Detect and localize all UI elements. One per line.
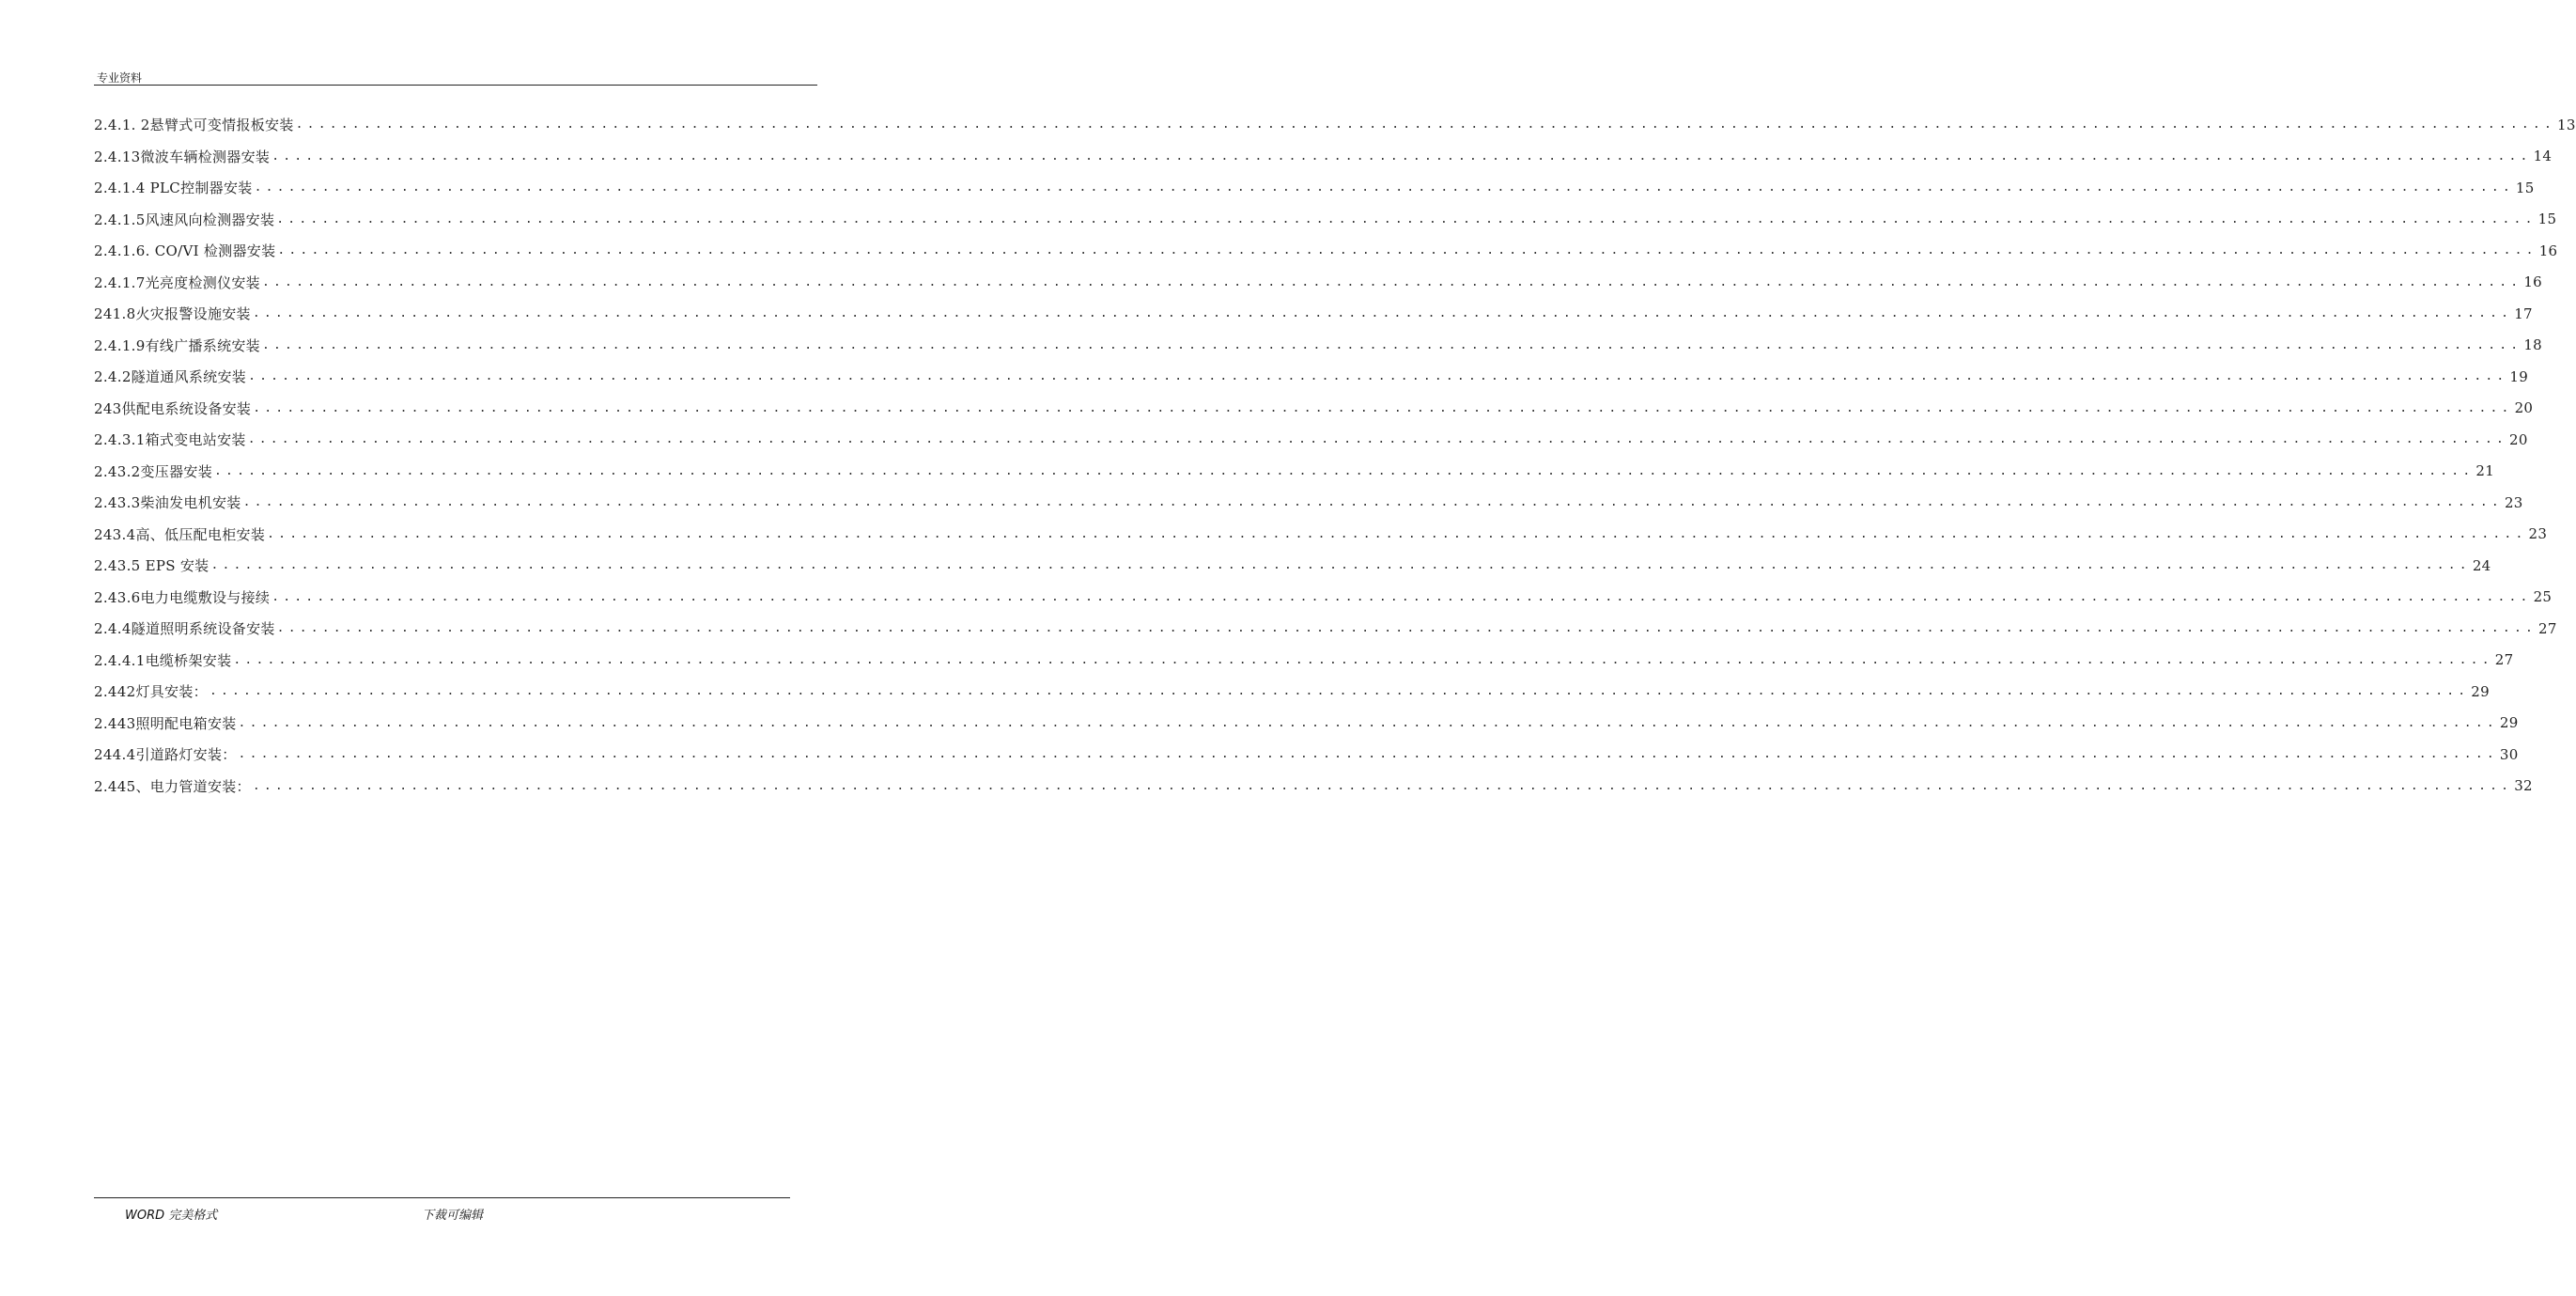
toc-entry[interactable] [94, 676, 2490, 708]
toc-entry-page-number: 13 [2557, 116, 2576, 133]
toc-dot-leader: ........................................................................................................................................................................................................ [267, 526, 2527, 541]
toc-entry[interactable] [94, 487, 2523, 519]
toc-dot-leader: ........................................................................................................................................................................................................ [214, 463, 2475, 478]
toc-entry[interactable] [94, 613, 2557, 645]
toc-entry-title: 2.43.5 EPS 安装 [94, 557, 209, 575]
toc-entry-title: 2.445、电力管道安装： [94, 777, 251, 795]
toc-entry[interactable] [94, 172, 2535, 204]
toc-entry-page-number: 16 [2538, 242, 2558, 259]
toc-entry[interactable] [94, 771, 2533, 803]
toc-entry-page-number: 23 [2504, 493, 2523, 511]
header-rule [94, 85, 817, 86]
toc-dot-leader: ........................................................................................................................................................................................................ [261, 337, 2522, 352]
toc-entry[interactable] [94, 456, 2495, 488]
toc-dot-leader: ........................................................................................................................................................................................................ [272, 148, 2532, 164]
table-of-contents [94, 109, 2576, 802]
toc-dot-leader: ........................................................................................................................................................................................................ [253, 400, 2513, 415]
toc-entry-page-number: 20 [2514, 399, 2534, 417]
toc-dot-leader: ........................................................................................................................................................................................................ [261, 274, 2522, 289]
toc-entry[interactable] [94, 582, 2553, 614]
toc-entry-page-number: 27 [2494, 651, 2514, 669]
toc-dot-leader: ........................................................................................................................................................................................................ [233, 652, 2493, 667]
toc-entry-page-number: 20 [2509, 430, 2528, 448]
toc-dot-leader: ........................................................................................................................................................................................................ [247, 432, 2508, 447]
toc-entry-page-number: 30 [2499, 745, 2519, 763]
toc-entry-title: 2.4.1.4 PLC控制器安装 [94, 180, 253, 197]
toc-dot-leader: ........................................................................................................................................................................................................ [238, 747, 2498, 762]
toc-dot-leader: ........................................................................................................................................................................................................ [238, 715, 2498, 730]
toc-entry-page-number: 15 [2515, 179, 2535, 196]
toc-entry[interactable] [94, 109, 2576, 141]
toc-dot-leader: ........................................................................................................................................................................................................ [209, 684, 2470, 699]
toc-dot-leader: ........................................................................................................................................................................................................ [210, 558, 2471, 573]
toc-dot-leader: ........................................................................................................................................................................................................ [295, 117, 2555, 133]
toc-dot-leader: ........................................................................................................................................................................................................ [242, 495, 2503, 510]
toc-dot-leader: ........................................................................................................................................................................................................ [252, 778, 2513, 793]
toc-entry-title: 2.4.1.7光亮度检测仪安装 [94, 273, 260, 291]
toc-entry-title: 243.4高、低压配电柜安装 [94, 525, 266, 543]
toc-entry-page-number: 24 [2472, 556, 2491, 574]
toc-entry-title: 2.4.1. 2悬臂式可变情报板安装 [94, 117, 294, 134]
toc-entry-title: 2.43.6电力电缆敷设与接续 [94, 588, 271, 606]
toc-entry-page-number: 14 [2533, 148, 2553, 165]
toc-entry[interactable] [94, 361, 2529, 393]
toc-entry-page-number: 27 [2538, 619, 2557, 637]
toc-entry-title: 2.4.4隧道照明系统设备安装 [94, 620, 275, 638]
toc-entry[interactable] [94, 739, 2519, 771]
toc-dot-leader: ........................................................................................................................................................................................................ [277, 243, 2537, 258]
toc-entry[interactable] [94, 141, 2553, 173]
toc-entry-title: 244.4引道路灯安装： [94, 746, 237, 764]
toc-entry-page-number: 25 [2533, 588, 2553, 606]
toc-entry-page-number: 23 [2528, 525, 2548, 543]
toc-entry-title: 2.4.2隧道通风系统安装 [94, 368, 247, 386]
toc-entry-title: 2.4.1.9有线广播系统安装 [94, 336, 260, 354]
toc-entry-page-number: 21 [2475, 462, 2495, 480]
footer-right-text: 下裁可编辑 [422, 1209, 484, 1223]
toc-entry[interactable] [94, 267, 2543, 299]
toc-entry-title: 2.443照明配电箱安装 [94, 714, 237, 732]
toc-entry-title: 2.4.4.1电缆桥架安装 [94, 651, 232, 669]
toc-entry[interactable] [94, 519, 2548, 551]
toc-entry-title: 241.8火灾报警设施安装 [94, 305, 251, 323]
footer-rule [94, 1197, 790, 1198]
toc-entry[interactable] [94, 204, 2557, 236]
toc-entry[interactable] [94, 708, 2519, 740]
toc-dot-leader: ........................................................................................................................................................................................................ [248, 369, 2508, 384]
toc-entry-page-number: 32 [2514, 777, 2533, 795]
page-header: 专业资料 [97, 71, 143, 85]
toc-entry[interactable] [94, 393, 2534, 425]
toc-entry-title: 243供配电系统设备安装 [94, 399, 252, 417]
toc-dot-leader: ........................................................................................................................................................................................................ [276, 621, 2537, 636]
toc-dot-leader: ........................................................................................................................................................................................................ [252, 306, 2513, 321]
toc-entry[interactable] [94, 645, 2514, 677]
toc-entry-title: 2.4.1.6. CO/VI 检测器安装 [94, 242, 276, 260]
toc-dot-leader: ........................................................................................................................................................................................................ [276, 211, 2537, 226]
toc-entry-page-number: 15 [2537, 211, 2557, 228]
toc-entry[interactable] [94, 330, 2543, 362]
toc-entry[interactable] [94, 235, 2558, 267]
toc-entry-page-number: 29 [2499, 714, 2519, 732]
toc-entry[interactable] [94, 550, 2491, 582]
toc-dot-leader: ........................................................................................................................................................................................................ [254, 180, 2514, 195]
toc-entry-title: 2.43.3柴油发电机安装 [94, 494, 241, 512]
toc-entry-title: 2.43.2变压器安装 [94, 462, 213, 480]
toc-entry[interactable] [94, 424, 2528, 456]
toc-entry-title: 2.442灯具安装： [94, 683, 208, 701]
toc-entry-page-number: 19 [2509, 367, 2529, 385]
toc-dot-leader: ........................................................................................................................................................................................................ [272, 589, 2532, 604]
toc-entry-page-number: 16 [2523, 273, 2543, 291]
toc-entry-title: 2.4.3.1箱式变电站安装 [94, 431, 246, 449]
toc-entry-page-number: 29 [2471, 682, 2490, 700]
toc-entry[interactable] [94, 298, 2533, 330]
toc-entry-page-number: 17 [2514, 304, 2533, 322]
toc-entry-title: 2.4.13微波车辆检测器安装 [94, 148, 271, 165]
toc-entry-title: 2.4.1.5风速风向检测器安装 [94, 211, 275, 228]
toc-entry-page-number: 18 [2523, 336, 2543, 354]
footer-left-text: WORD 完美格式 [125, 1209, 218, 1223]
